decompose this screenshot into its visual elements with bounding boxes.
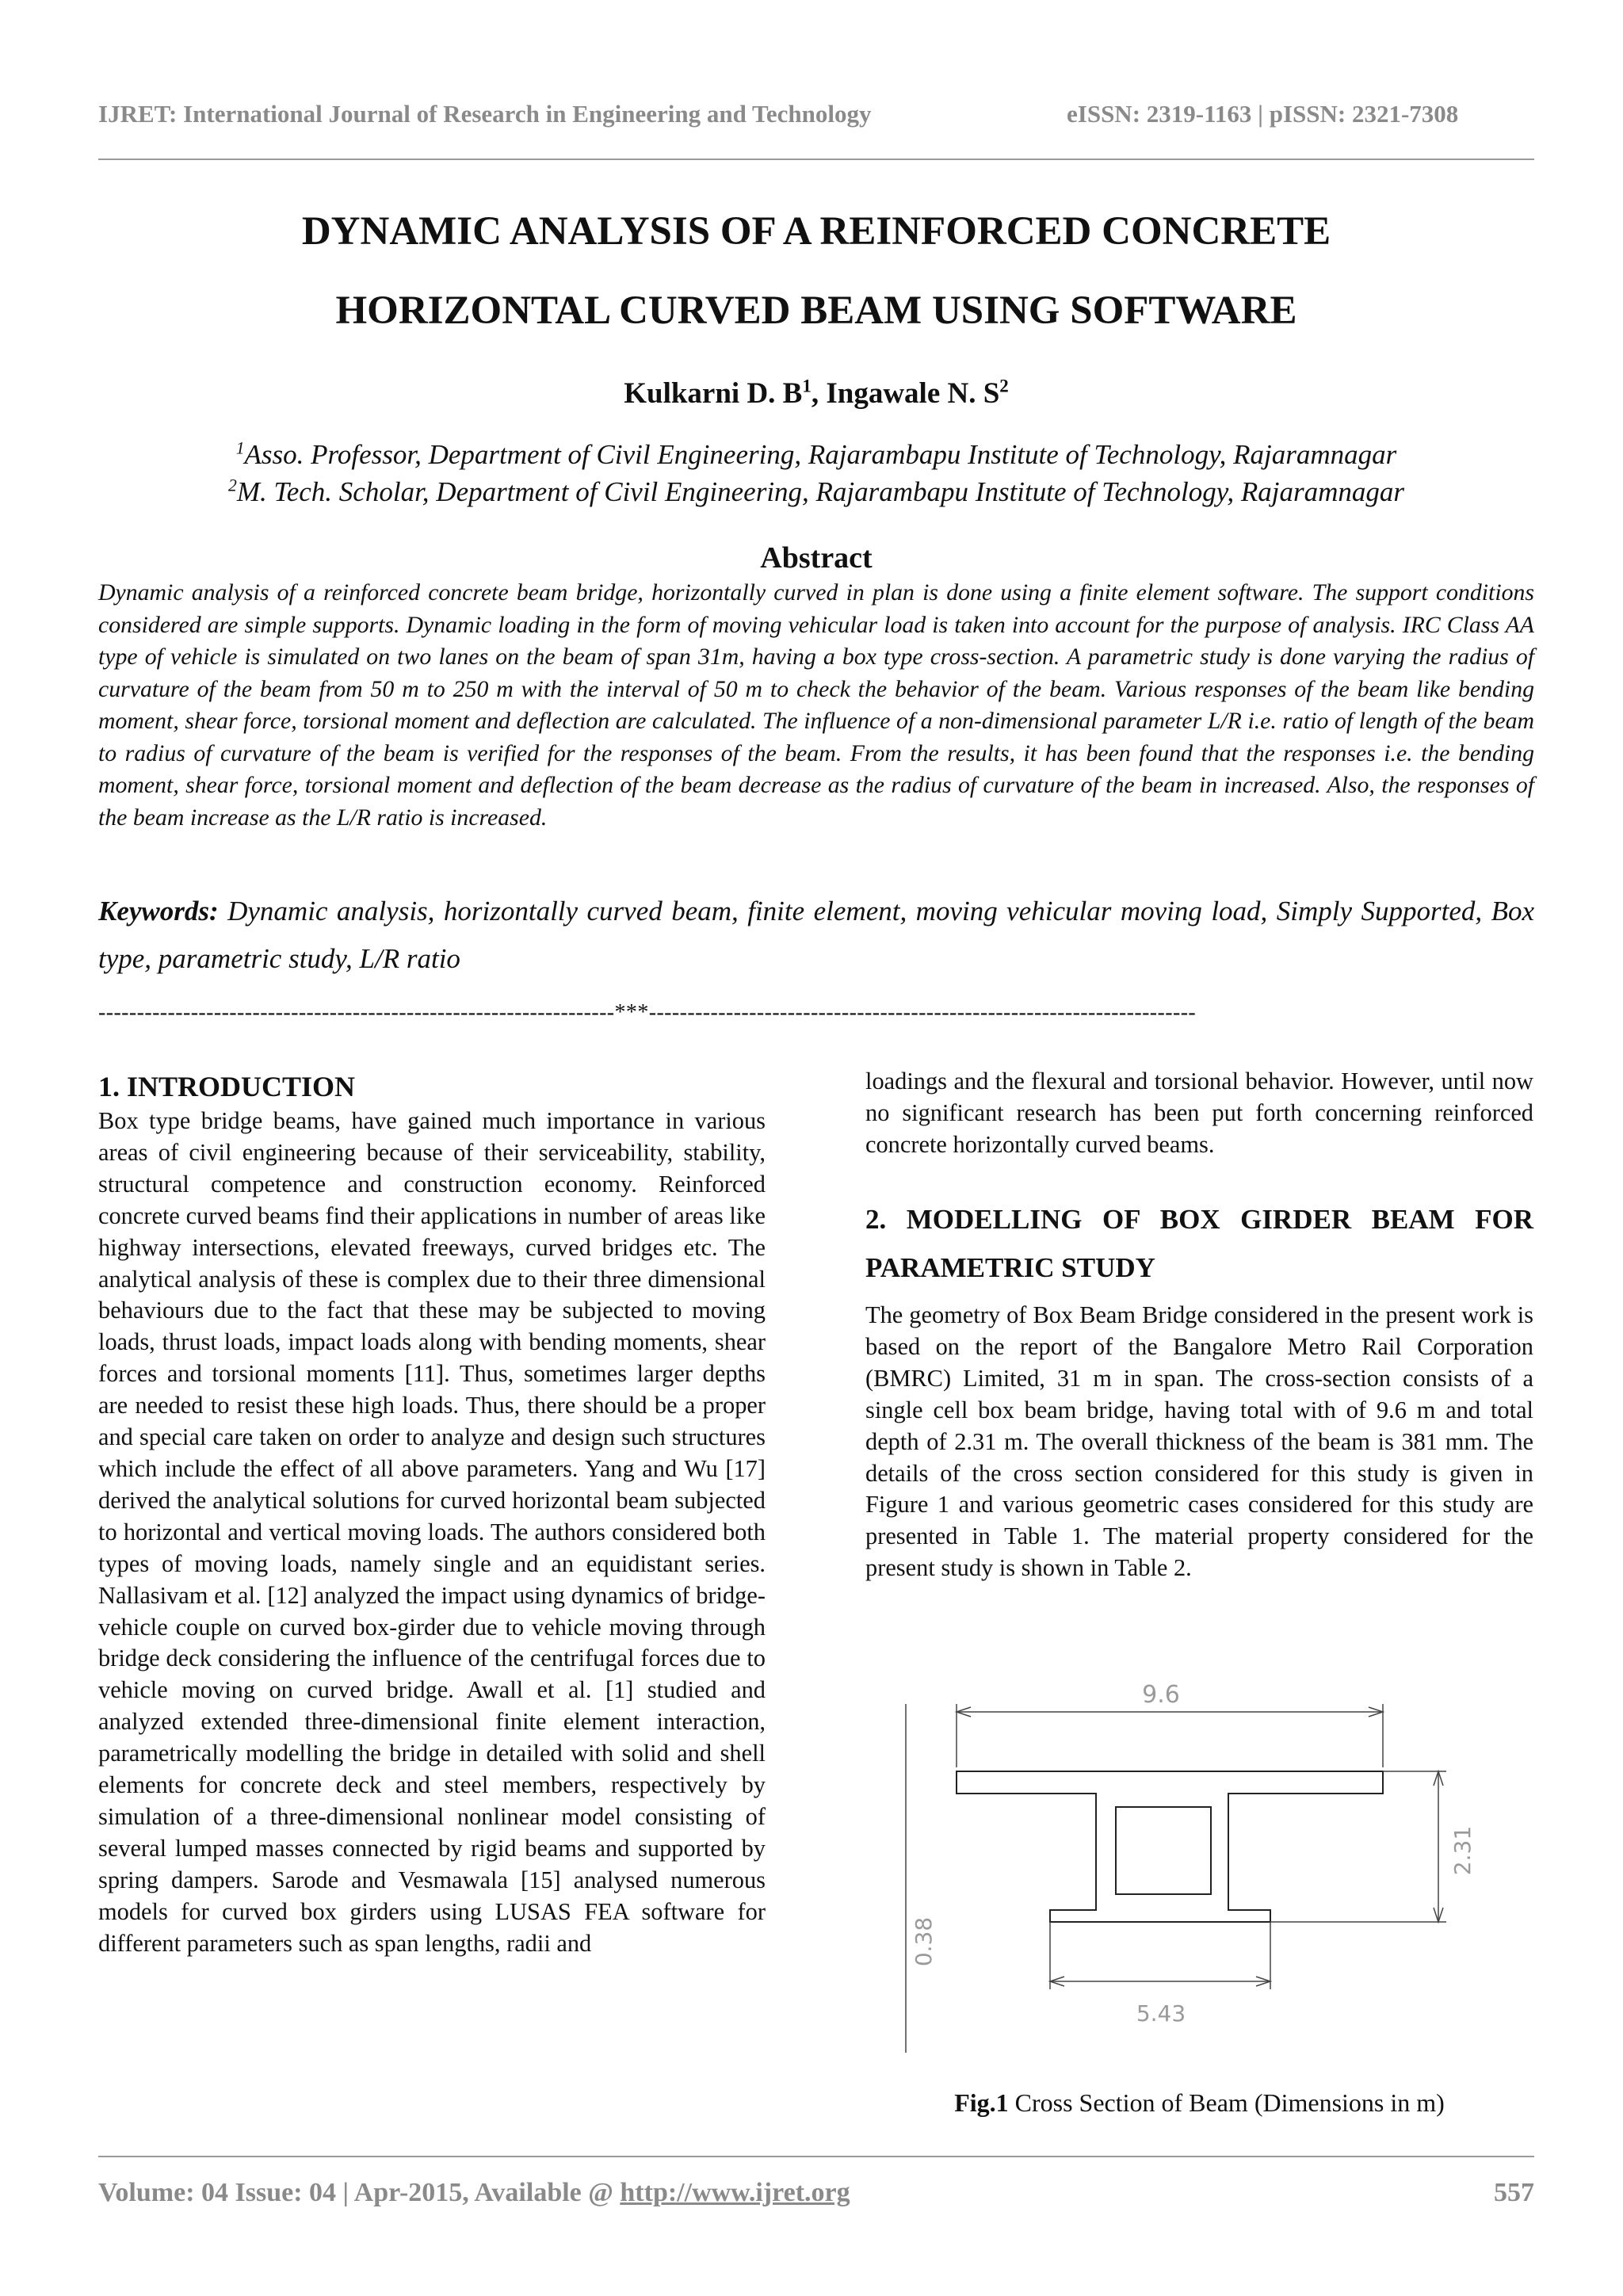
beam-outline	[957, 1771, 1383, 1922]
section-2-heading-line-1: 2. MODELLING OF BOX GIRDER BEAM FOR	[865, 1204, 1533, 1235]
affiliation-2-text: M. Tech. Scholar, Department of Civil Engineering, Rajarambapu Institute of Technology, Rajaramnagar	[236, 476, 1404, 507]
figure-caption	[865, 2088, 1533, 2118]
affiliation-1-text: Asso. Professor, Department of Civil Engineering, Rajarambapu Institute of Technology, Rajaramnagar	[244, 439, 1397, 470]
section-separator	[98, 1000, 1534, 1026]
section-2-text: The geometry of Box Beam Bridge considered in the present work is based on the report of the Bangalore Metro Rail Corporation (BMRC) Limited, 31 m in span. The cross-section consists of a single cell box beam bridge, having total with of 9.6 m and total depth of 2.31 m. The overall thickness of the beam is 381 mm. The details of the cross section considered for this study is given in Figure 1 and various geometric cases considered for this study are presented in Table 1. The material property considered for the present study is shown in Table 2.	[865, 1301, 1533, 1582]
section-1-continued: loadings and the flexural and torsional behavior. However, until now no significant research has been put forth concerning reinforced concrete horizontally curved beams.	[865, 1068, 1533, 1158]
footer-rule	[98, 2156, 1534, 2157]
keywords	[98, 888, 1534, 983]
affiliation-1-sup: 1	[235, 438, 245, 458]
journal-name: IJRET: International Journal of Research in Engineering and Technology	[98, 100, 872, 128]
dim-label-depth: 2.31	[1449, 1825, 1476, 1876]
author-1-sup: 1	[802, 376, 812, 396]
cross-section-figure	[892, 1680, 1526, 2076]
abstract-heading: Abstract	[760, 541, 873, 575]
author-2: Ingawale N. S	[826, 377, 1000, 410]
caption-text: Cross Section of Beam (Dimensions in m)	[1008, 2088, 1445, 2117]
section-1-text: Box type bridge beams, have gained much importance in various areas of civil engineering because of their serviceability, stability, structural competence and construction economy. Reinforced concrete curved beams find their applications in number of areas like highway intersections, elevated freeways, curved bridges etc. The analytical analysis of these is complex due to their three dimensional behaviours due to the fact that these may be subjected to moving loads, thrust loads, impact loads along with bending moments, shear forces and torsional moments [11]. Thus, sometimes larger depths are needed to resist these high loads. Thus, there should be a proper and special care taken on order to analyze and design such structures which include the effect of all above parameters. Yang and Wu [17] derived the analytical solutions for curved horizontal beam subjected to horizontal and vertical moving loads. The authors considered both types of moving loads, namely single and an equidistant series. Nallasivam et al. [12] analyzed the impact using dynamics of bridge-vehicle couple on curved box-girder due to vehicle moving through bridge deck considering the influence of the centrifugal forces due to vehicle moving on curved bridge. Awall et al. [1] studied and analyzed extended three-dimensional finite element interaction, parametrically modelling the bridge in detailed with solid and shell elements for concrete deck and steel members, respectively by simulation of a three-dimensional nonlinear model consisting of several lumped masses connected by rigid beams and supported by spring dampers. Sarode and Vesmawala [15] analysed numerous models for curved box girders using LUSAS FEA software for different parameters such as span lengths, radii and	[98, 1107, 766, 1957]
dim-label-bottom: 5.43	[1136, 2000, 1186, 2027]
affiliation-2	[98, 473, 1534, 510]
dim-label-width: 9.6	[1142, 1681, 1180, 1709]
keywords-text: Dynamic analysis, horizontally curved beam, finite element, moving vehicular moving load, Simply Supported, Box type, parametric study, L/R ratio	[98, 896, 1534, 974]
author-1: Kulkarni D. B	[624, 377, 803, 410]
author-2-sup: 2	[999, 376, 1009, 396]
author-separator: ,	[811, 377, 827, 410]
affiliation-1	[98, 436, 1534, 473]
dim-label-thickness: 0.38	[911, 1916, 937, 1967]
title-line-2: HORIZONTAL CURVED BEAM USING SOFTWARE	[335, 288, 1297, 333]
section-1-heading: 1. INTRODUCTION	[98, 1071, 356, 1102]
box-cell	[1116, 1807, 1211, 1894]
separator-right: -----------------------------------------------------------------------	[648, 1000, 1197, 1025]
affiliation-2-sup: 2	[227, 476, 237, 495]
affiliations	[98, 436, 1534, 510]
header-rule	[98, 159, 1534, 160]
abstract-text: Dynamic analysis of a reinforced concrete beam bridge, horizontally curved in plan is done using a finite element software. The support conditions considered are simple supports. Dynamic loading in the form of moving vehicular load is taken into account for the purpose of analysis. IRC Class AA type of vehicle is simulated on two lanes on the beam of span 31m, having a box type cross-section. A parametric study is done varying the radius of curvature of the beam from 50 m to 250 m with the interval of 50 m to check the behavior of the beam. Various responses of the beam like bending moment, shear force, torsional moment and deflection are calculated. The influence of a non-dimensional parameter L/R i.e. ratio of length of the beam to radius of curvature of the beam is verified for the responses of the beam. From the results, it has been found that the responses i.e. the bending moment, shear force, torsional moment and deflection of the beam decrease as the radius of curvature of the beam in increased. Also, the responses of the beam increase as the L/R ratio is increased.	[98, 579, 1534, 831]
caption-label: Fig.1	[954, 2088, 1009, 2117]
section-2-heading-line-2: PARAMETRIC STUDY	[865, 1252, 1155, 1283]
page-number: 557	[1494, 2178, 1534, 2207]
footer-url-link[interactable]: http://www.ijret.org	[620, 2178, 850, 2207]
title-line-1: DYNAMIC ANALYSIS OF A REINFORCED CONCRETE	[301, 209, 1331, 254]
paper-title	[98, 192, 1534, 350]
separator-left: -------------------------------------------------------------------	[98, 1000, 615, 1025]
keywords-label: Keywords:	[98, 896, 219, 926]
separator-mark: ***	[614, 1000, 649, 1025]
authors	[98, 376, 1534, 411]
footer-volume	[98, 2178, 850, 2208]
footer-volume-text: Volume: 04 Issue: 04 | Apr-2015, Available @	[98, 2178, 621, 2207]
issn: eISSN: 2319-1163 | pISSN: 2321-7308	[1067, 100, 1459, 128]
